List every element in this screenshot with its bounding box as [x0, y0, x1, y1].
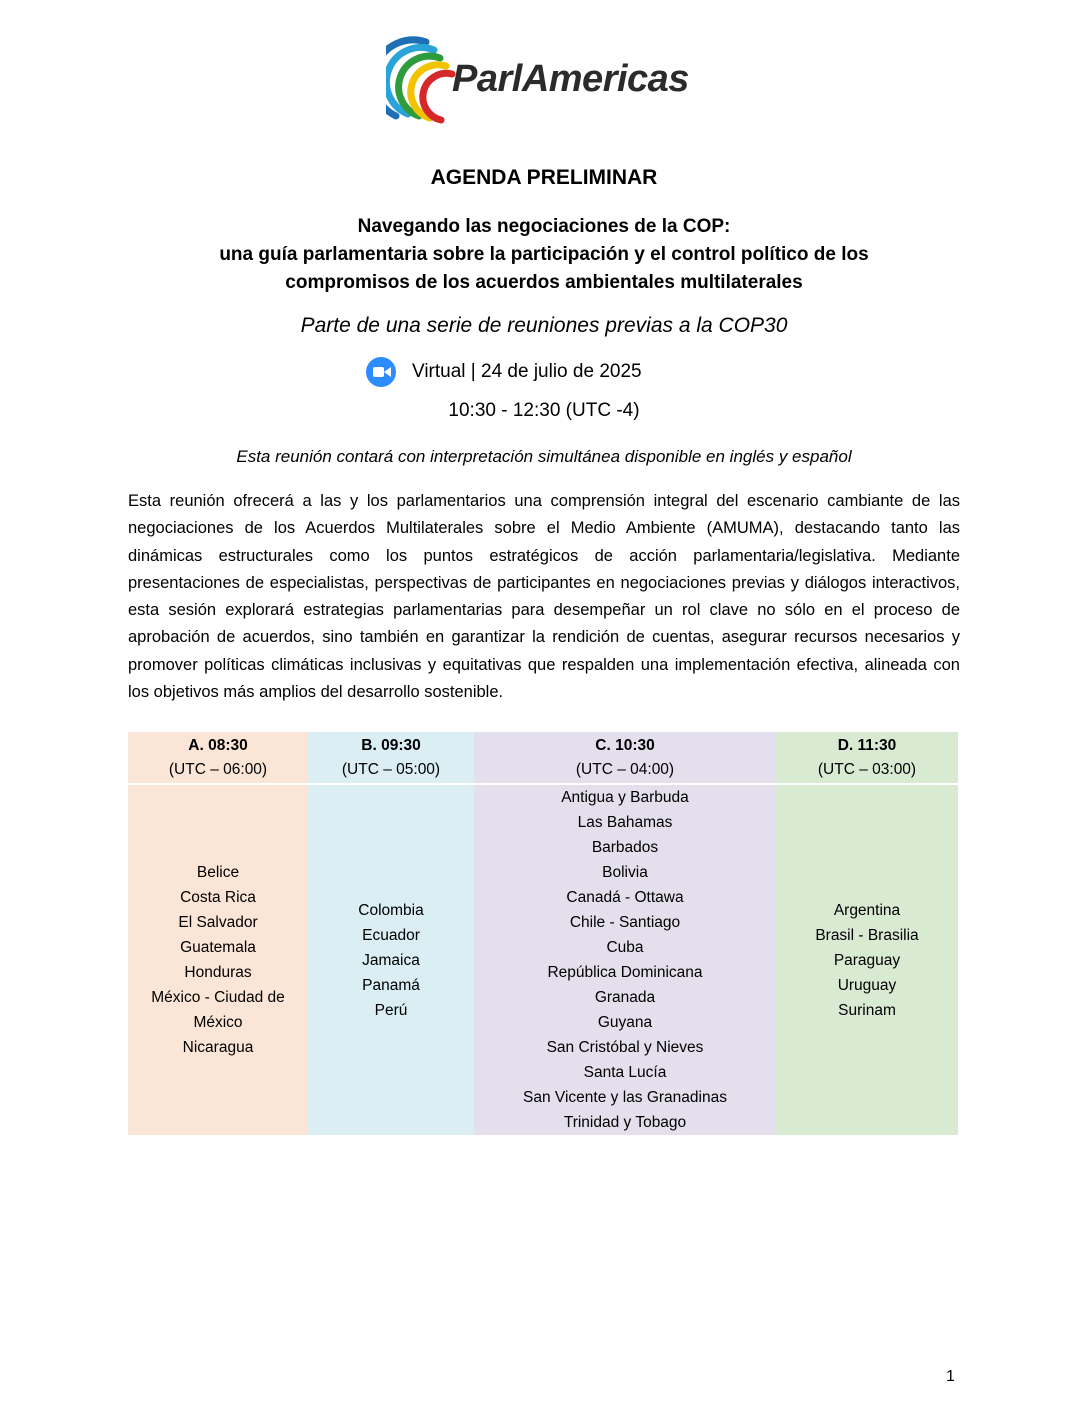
schedule-table [128, 732, 958, 1135]
country-item: Perú [374, 1001, 408, 1019]
slot-utc: (UTC – 03:00) [817, 761, 917, 778]
country-item: Paraguay [833, 951, 901, 969]
event-title-line: Navegando las negociaciones de la COP: [357, 216, 731, 237]
series-note: Parte de una serie de reuniones previas a la COP30 [300, 314, 788, 337]
parlamericas-logo [386, 36, 706, 132]
country-item: Honduras [184, 964, 252, 981]
slot-utc: (UTC – 04:00) [575, 761, 675, 778]
country-item: El Salvador [178, 914, 258, 931]
country-item: Chile - Santiago [569, 914, 681, 931]
schedule-header-row [128, 732, 958, 784]
slot-utc: (UTC – 05:00) [341, 761, 441, 778]
logo-wordmark: ParlAmericas [452, 58, 689, 100]
country-item: Antigua y Barbuda [561, 789, 689, 806]
slot-header [776, 732, 958, 784]
country-list [474, 784, 776, 1135]
meeting-info [366, 356, 642, 388]
meeting-time: 10:30 - 12:30 (UTC -4) [448, 400, 640, 421]
event-title [0, 213, 1088, 297]
country-item: Santa Lucía [583, 1064, 667, 1081]
slot-header [128, 732, 308, 784]
country-item: Surinam [838, 1001, 896, 1019]
country-item: San Cristóbal y Nieves [546, 1039, 704, 1056]
meeting-description: Esta reunión ofrecerá a las y los parlamentarios una comprensión integral del escenario cambiante de las negociaciones de los Acuerdos Multilaterales sobre el Medio Ambiente (AMUMA), destacando tanto las dinámicas estructurales como los puntos estratégicos de acción parlamentaria/legislativa. Mediante presentaciones de especialistas, perspectivas de participantes en negociaciones previas y diálogos interactivos, esta sesión explorará estrategias parlamentarias para desempeñar un rol clave no sólo en el proceso de aprobación de acuerdos, sino también en garantizar la rendición de cuentas, asegurar recursos necesarios y promover políticas climáticas inclusivas y equitativas que respalden una implementación efectiva, alineada con los objetivos más amplios del desarrollo sostenible. [128, 492, 960, 702]
country-item: Guatemala [180, 939, 256, 956]
country-item: México - Ciudad de [151, 989, 285, 1006]
country-list [128, 784, 308, 1135]
country-item: República Dominicana [547, 964, 703, 981]
zoom-video-icon [366, 357, 396, 387]
slot-time: D. 11:30 [837, 737, 897, 754]
country-item: Panamá [362, 976, 420, 994]
country-list [776, 784, 958, 1135]
country-item: Trinidad y Tobago [563, 1114, 687, 1131]
country-item: Brasil - Brasilia [815, 926, 919, 944]
slot-utc: (UTC – 06:00) [168, 761, 268, 778]
country-item: Granada [594, 989, 656, 1006]
page-number: 1 [946, 1368, 955, 1385]
country-item: Argentina [833, 901, 901, 919]
country-item: San Vicente y las Granadinas [523, 1089, 727, 1106]
slot-header [474, 732, 776, 784]
country-item: México [193, 1014, 243, 1031]
country-item: Costa Rica [180, 889, 256, 906]
country-list [308, 784, 474, 1135]
country-item: Cuba [606, 939, 644, 956]
schedule-countries-row [128, 784, 958, 1135]
country-item: Bolivia [602, 864, 648, 881]
slot-header [308, 732, 474, 784]
agenda-title: AGENDA PRELIMINAR [430, 166, 658, 189]
event-title-line: compromisos de los acuerdos ambientales multilaterales [285, 272, 803, 293]
meeting-location-date: Virtual | 24 de julio de 2025 [412, 361, 642, 382]
interpretation-note: Esta reunión contará con interpretación simultánea disponible en inglés y español [236, 447, 852, 466]
slot-time: C. 10:30 [595, 737, 655, 754]
country-item: Nicaragua [182, 1039, 254, 1056]
country-item: Barbados [591, 839, 659, 856]
slot-time: B. 09:30 [361, 737, 421, 754]
country-item: Belice [196, 864, 240, 881]
country-item: Guyana [597, 1014, 653, 1031]
country-item: Uruguay [837, 976, 897, 994]
slot-time: A. 08:30 [188, 737, 248, 754]
country-item: Ecuador [362, 926, 420, 944]
country-item: Colombia [358, 901, 424, 919]
event-title-line: una guía parlamentaria sobre la participación y el control político de los [219, 244, 869, 265]
country-item: Canadá - Ottawa [566, 889, 684, 906]
country-item: Las Bahamas [577, 814, 673, 831]
country-item: Jamaica [362, 951, 420, 969]
